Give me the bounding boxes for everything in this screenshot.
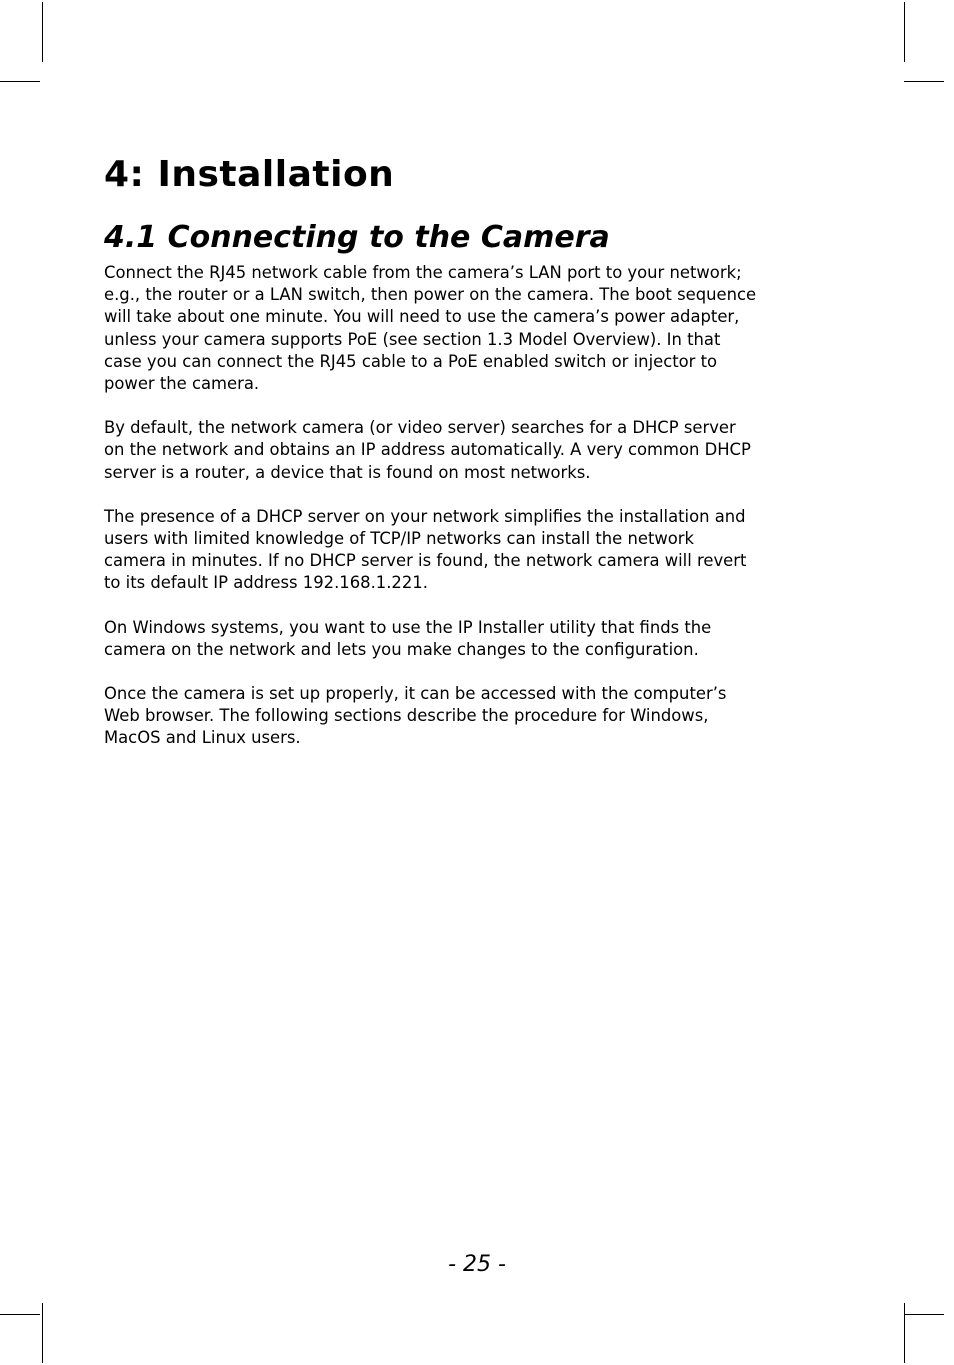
page-content bbox=[104, 150, 844, 772]
crop-mark-bottom-left-horizontal bbox=[0, 1314, 40, 1315]
chapter-title: 4: Installation bbox=[104, 154, 395, 195]
paragraph-dhcp-default: By default, the network camera (or video server) searches for a DHCP server on the network and obtains an IP address automatically. A very common DHCP server is a router, a device that is found on most networks. bbox=[104, 418, 751, 482]
crop-mark-bottom-right-vertical bbox=[904, 1303, 905, 1363]
crop-mark-top-right-horizontal bbox=[904, 81, 944, 82]
section-title: 4.1 Connecting to the Camera bbox=[104, 220, 610, 255]
crop-mark-top-right-vertical bbox=[904, 2, 905, 62]
paragraph-connecting: Connect the RJ45 network cable from the camera’s LAN port to your network; e.g., the router or a LAN switch, then power on the camera. The boot sequence will take about one minute. You will need to use the camera’s power adapter, unless your camera supports PoE (see section 1.3 Model Overview). In that case you can connect the RJ45 cable to a PoE enabled switch or injector to power the camera. bbox=[104, 263, 757, 394]
paragraph-dhcp-presence: The presence of a DHCP server on your network simplifies the installation and users with limited knowledge of TCP/IP networks can install the network camera in minutes. If no DHCP server is found, the network camera will revert to its default IP address 192.168.1.221. bbox=[104, 506, 747, 593]
paragraph-windows-installer: On Windows systems, you want to use the IP Installer utility that finds the camera on the network and lets you make changes to the configuration. bbox=[104, 617, 712, 659]
crop-mark-bottom-left-vertical bbox=[42, 1303, 43, 1363]
crop-mark-top-left-horizontal bbox=[0, 81, 40, 82]
crop-mark-top-left-vertical bbox=[42, 2, 43, 62]
paragraph-web-browser: Once the camera is set up properly, it can be accessed with the computer’s Web browser. The following sections describe the procedure for Windows, MacOS and Linux users. bbox=[104, 684, 727, 748]
crop-mark-bottom-right-horizontal bbox=[904, 1314, 944, 1315]
page-number: - 25 - bbox=[448, 1252, 506, 1277]
